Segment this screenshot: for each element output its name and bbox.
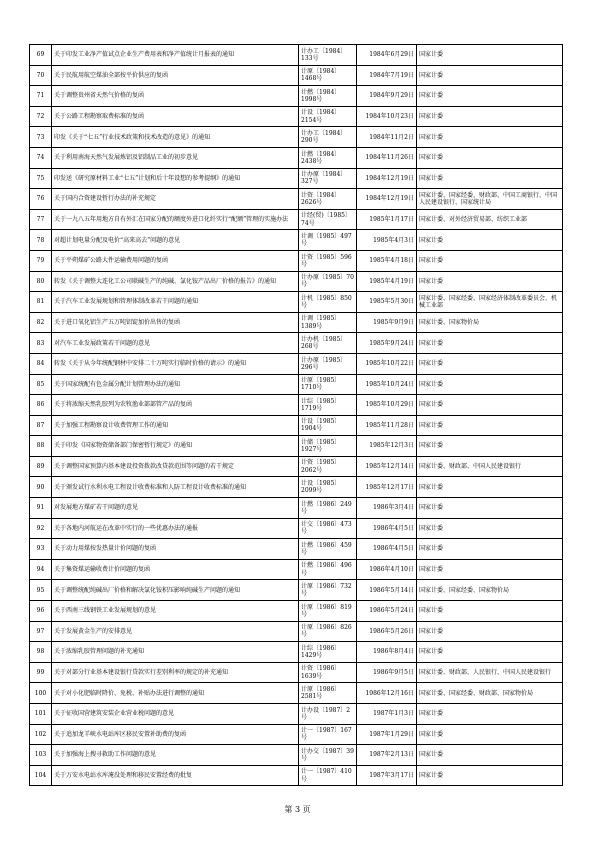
document-number: 计资〔1985〕596号 xyxy=(299,250,357,271)
table-row xyxy=(30,86,563,107)
document-number: 计原〔1986〕732号 xyxy=(299,580,357,601)
row-number: 79 xyxy=(30,250,52,271)
document-title: 关于将浓缩天然乳胶列为农牧渔业部部管产品的复函 xyxy=(52,395,299,416)
table-row xyxy=(30,745,563,766)
document-title: 对汽车工业发展政策若干问题的意见 xyxy=(52,333,299,354)
table-row xyxy=(30,518,563,539)
issuing-authority: 国家计委 xyxy=(417,333,563,354)
document-title: 关于加强工程勘察设计收费管理工作的通知 xyxy=(52,415,299,436)
issue-date: 1985年10月29日 xyxy=(357,395,417,416)
row-number: 83 xyxy=(30,333,52,354)
row-number: 82 xyxy=(30,312,52,333)
issuing-authority: 国家计委、国家经委、财政部、国家物价局 xyxy=(417,683,563,704)
table-row xyxy=(30,683,563,704)
document-number: 计资〔1986〕1639号 xyxy=(299,662,357,683)
issuing-authority: 国家计委 xyxy=(417,498,563,519)
row-number: 87 xyxy=(30,415,52,436)
issue-date: 1986年12月16日 xyxy=(357,683,417,704)
document-title: 关于浓缩乳胶管理问题的补充通知 xyxy=(52,642,299,663)
row-number: 69 xyxy=(30,45,52,66)
issuing-authority: 国家计委 xyxy=(417,230,563,251)
table-row xyxy=(30,127,563,148)
issuing-authority: 国家计委 xyxy=(417,168,563,189)
document-title: 关于西南三线钢铁工业发展规划的意见 xyxy=(52,601,299,622)
issuing-authority: 国家计委 xyxy=(417,65,563,86)
table-row xyxy=(30,189,563,210)
page-number: 第 3 页 xyxy=(284,805,311,814)
table-row xyxy=(30,271,563,292)
document-number: 计一〔1987〕167号 xyxy=(299,724,357,745)
issue-date: 1986年8月4日 xyxy=(357,642,417,663)
issuing-authority: 国家计委、财政部、中国人民建设银行 xyxy=(417,456,563,477)
document-title: 转发《关于从今年统配钢材中安排二十万吨实行临时价格的请示》的通知 xyxy=(52,353,299,374)
issue-date: 1985年9月9日 xyxy=(357,312,417,333)
table-row xyxy=(30,230,563,251)
document-title: 关于国内合资建设暂行办法的补充规定 xyxy=(52,189,299,210)
document-number: 计原〔1986〕819号 xyxy=(299,601,357,622)
document-number: 计燃〔1986〕496号 xyxy=(299,559,357,580)
document-title: 关于征收国营建筑安装企业营业税问题的意见 xyxy=(52,704,299,725)
table-row xyxy=(30,353,563,374)
document-number: 计燃〔1984〕2438号 xyxy=(299,147,357,168)
issuing-authority: 国家计委、对外经济贸易部、纺织工业部 xyxy=(417,209,563,230)
document-number: 计储〔1985〕1927号 xyxy=(299,436,357,457)
document-title: 关于调整国家预算内基本建设投资拨款改贷款范围等问题的若干规定 xyxy=(52,456,299,477)
document-title: 关于追加龙羊峡水电站库区移民安置补助费的复函 xyxy=(52,724,299,745)
issuing-authority: 国家计委 xyxy=(417,86,563,107)
document-number: 计办原〔1984〕327号 xyxy=(299,168,357,189)
document-title: 关于进口氧化铝生产五万吨铝锭加价出售的复函 xyxy=(52,312,299,333)
table-row xyxy=(30,765,563,786)
document-title: 关于对小化肥临时降价、免税、补贴办法进行调整的通知 xyxy=(52,683,299,704)
issue-date: 1984年11月2日 xyxy=(357,127,417,148)
issuing-authority: 国家计委 xyxy=(417,704,563,725)
table-row xyxy=(30,312,563,333)
document-number: 计资〔1984〕2626号 xyxy=(299,189,357,210)
issuing-authority: 国家计委 xyxy=(417,477,563,498)
row-number: 100 xyxy=(30,683,52,704)
row-number: 81 xyxy=(30,292,52,313)
document-number: 计设〔1985〕2099号 xyxy=(299,477,357,498)
table-row xyxy=(30,395,563,416)
table-row xyxy=(30,642,563,663)
issuing-authority: 国家计委、国家物价局 xyxy=(417,312,563,333)
issue-date: 1984年9月29日 xyxy=(357,86,417,107)
document-title: 关于一九八五年用地方自有外汇在国家分配的额度外进口化纤实行“配额”管理的实施办法 xyxy=(52,209,299,230)
issuing-authority: 国家计委、国家经委、财政部、中国工商银行、中国人民建设银行、国家统计局 xyxy=(417,189,563,210)
issuing-authority: 国家计委 xyxy=(417,621,563,642)
document-number: 计办工〔1984〕290号 xyxy=(299,127,357,148)
document-number: 计原〔1986〕826号 xyxy=(299,621,357,642)
table-row xyxy=(30,45,563,66)
issuing-authority: 国家计委 xyxy=(417,395,563,416)
issuing-authority: 国家计委、国家经委、国家物价局 xyxy=(417,580,563,601)
document-number: 计经(贸)〔1985〕74号 xyxy=(299,209,357,230)
document-number: 计原〔1984〕1468号 xyxy=(299,65,357,86)
document-title: 转发《关于调整大连化工公司联碱生产的纯碱、氯化铵产品出厂价格的报告》的通知 xyxy=(52,271,299,292)
table-row xyxy=(30,292,563,313)
row-number: 85 xyxy=(30,374,52,395)
document-title: 关于对部分行业基本建设银行贷款实行差别利率的规定的补充通知 xyxy=(52,662,299,683)
row-number: 96 xyxy=(30,601,52,622)
issuing-authority: 国家计委 xyxy=(417,559,563,580)
document-number: 计交〔1986〕473号 xyxy=(299,518,357,539)
row-number: 74 xyxy=(30,147,52,168)
issuing-authority: 国家计委 xyxy=(417,106,563,127)
row-number: 102 xyxy=(30,724,52,745)
issue-date: 1984年7月19日 xyxy=(357,65,417,86)
document-title: 关于利用南海天然气发展炼铝及铝制品工业的初步意见 xyxy=(52,147,299,168)
issuing-authority: 国家计委 xyxy=(417,745,563,766)
row-number: 71 xyxy=(30,86,52,107)
row-number: 78 xyxy=(30,230,52,251)
table-row xyxy=(30,477,563,498)
table-row xyxy=(30,209,563,230)
document-number: 计设〔1985〕1904号 xyxy=(299,415,357,436)
row-number: 98 xyxy=(30,642,52,663)
document-number: 计原〔1986〕2581号 xyxy=(299,683,357,704)
document-number: 计调〔1985〕497号 xyxy=(299,230,357,251)
issue-date: 1985年1月17日 xyxy=(357,209,417,230)
issue-date: 1987年1月29日 xyxy=(357,724,417,745)
document-title: 对发展地方煤矿若干问题的意见 xyxy=(52,498,299,519)
document-table xyxy=(29,44,563,786)
table-body xyxy=(30,45,563,786)
issuing-authority: 国家计委 xyxy=(417,45,563,66)
document-number: 计调〔1985〕1389号 xyxy=(299,312,357,333)
table-row xyxy=(30,333,563,354)
table-row xyxy=(30,456,563,477)
table-row xyxy=(30,374,563,395)
row-number: 73 xyxy=(30,127,52,148)
table-row xyxy=(30,580,563,601)
issue-date: 1985年4月19日 xyxy=(357,271,417,292)
issue-date: 1985年12月14日 xyxy=(357,456,417,477)
table-row xyxy=(30,539,563,560)
row-number: 104 xyxy=(30,765,52,786)
table-row xyxy=(30,559,563,580)
issuing-authority: 国家计委 xyxy=(417,436,563,457)
issue-date: 1985年5月30日 xyxy=(357,292,417,313)
table-row xyxy=(30,621,563,642)
issue-date: 1986年4月10日 xyxy=(357,559,417,580)
document-number: 计燃〔1984〕1998号 xyxy=(299,86,357,107)
table-row xyxy=(30,168,563,189)
issue-date: 1987年1月3日 xyxy=(357,704,417,725)
document-number: 计原〔1985〕1710号 xyxy=(299,374,357,395)
issue-date: 1984年12月19日 xyxy=(357,168,417,189)
table-row xyxy=(30,724,563,745)
document-title: 关于加强海上搜寻救助工作问题的意见 xyxy=(52,745,299,766)
row-number: 94 xyxy=(30,559,52,580)
row-number: 70 xyxy=(30,65,52,86)
issuing-authority: 国家计委 xyxy=(417,374,563,395)
issuing-authority: 国家计委 xyxy=(417,147,563,168)
issue-date: 1985年12月3日 xyxy=(357,436,417,457)
row-number: 93 xyxy=(30,539,52,560)
issuing-authority: 国家计委、国家经委、国家经济体制改革委员会、机械工业部 xyxy=(417,292,563,313)
issue-date: 1986年3月4日 xyxy=(357,498,417,519)
row-number: 84 xyxy=(30,353,52,374)
document-title: 关于发展黄金生产的安排意见 xyxy=(52,621,299,642)
row-number: 77 xyxy=(30,209,52,230)
issue-date: 1984年11月26日 xyxy=(357,147,417,168)
document-title: 关于调整统配纯碱出厂价格和解决氯化铵积压影响纯碱生产问题的通知 xyxy=(52,580,299,601)
table-row xyxy=(30,106,563,127)
document-title: 关于民航用航空煤油全部按平价供应的复函 xyxy=(52,65,299,86)
document-title: 关于调整贵州省天然气价格的复函 xyxy=(52,86,299,107)
issuing-authority: 国家计委 xyxy=(417,601,563,622)
document-title: 印发《关于“七五”行业技术政策和技术改造的意见》的通知 xyxy=(52,127,299,148)
row-number: 91 xyxy=(30,498,52,519)
issuing-authority: 国家计委 xyxy=(417,518,563,539)
table-row xyxy=(30,415,563,436)
issuing-authority: 国家计委 xyxy=(417,724,563,745)
issue-date: 1986年5月24日 xyxy=(357,601,417,622)
row-number: 92 xyxy=(30,518,52,539)
issuing-authority: 国家计委 xyxy=(417,539,563,560)
issue-date: 1987年2月13日 xyxy=(357,745,417,766)
document-number: 计办原〔1985〕70号 xyxy=(299,271,357,292)
issuing-authority: 国家计委 xyxy=(417,127,563,148)
document-title: 关于公路工程勘察取费标准的复函 xyxy=(52,106,299,127)
issue-date: 1985年12月17日 xyxy=(357,477,417,498)
issue-date: 1985年10月22日 xyxy=(357,353,417,374)
issue-date: 1985年10月24日 xyxy=(357,374,417,395)
row-number: 76 xyxy=(30,189,52,210)
document-number: 计燃〔1986〕459号 xyxy=(299,539,357,560)
document-title: 关于印发《国家物资储备部门保密暂行规定》的通知 xyxy=(52,436,299,457)
document-number: 计燃〔1986〕249号 xyxy=(299,498,357,519)
row-number: 101 xyxy=(30,704,52,725)
document-title: 关于各地内河航运在改革中实行的一些优惠办法的通报 xyxy=(52,518,299,539)
issue-date: 1985年4月18日 xyxy=(357,250,417,271)
document-number: 计设〔1984〕2154号 xyxy=(299,106,357,127)
table-row xyxy=(30,65,563,86)
document-number: 计办机〔1985〕268号 xyxy=(299,333,357,354)
row-number: 97 xyxy=(30,621,52,642)
document-title: 关于集资煤运输收费计价问题的复函 xyxy=(52,559,299,580)
document-title: 印发送《研究原材料工业“七五”计划和后十年设想的参考提纲》的通知 xyxy=(52,168,299,189)
table-row xyxy=(30,601,563,622)
issue-date: 1986年5月14日 xyxy=(357,580,417,601)
document-title: 关于印发工业净产值试点企业生产费用表和净产值统计月报表的通知 xyxy=(52,45,299,66)
document-title: 关于国家统配有色金属分配计划管理办法的通知 xyxy=(52,374,299,395)
document-title: 关于汽车工业发展规划和管理体制改革若干问题的通知 xyxy=(52,292,299,313)
document-title: 关于万安水电站水库淹没处理和移民安置经费的批复 xyxy=(52,765,299,786)
issue-date: 1985年11月28日 xyxy=(357,415,417,436)
issue-date: 1986年4月5日 xyxy=(357,518,417,539)
issue-date: 1985年9月24日 xyxy=(357,333,417,354)
issue-date: 1984年12月19日 xyxy=(357,189,417,210)
row-number: 89 xyxy=(30,456,52,477)
document-title: 关于动力用煤按发热量计价问题的复函 xyxy=(52,539,299,560)
issue-date: 1986年4月5日 xyxy=(357,539,417,560)
issue-date: 1986年9月5日 xyxy=(357,662,417,683)
table-row xyxy=(30,436,563,457)
table-row xyxy=(30,662,563,683)
document-number: 计办交〔1987〕39号 xyxy=(299,745,357,766)
document-number: 计综〔1986〕1429号 xyxy=(299,642,357,663)
page-footer xyxy=(0,804,595,815)
issuing-authority: 国家计委 xyxy=(417,271,563,292)
row-number: 99 xyxy=(30,662,52,683)
row-number: 88 xyxy=(30,436,52,457)
issuing-authority: 国家计委 xyxy=(417,250,563,271)
row-number: 72 xyxy=(30,106,52,127)
row-number: 75 xyxy=(30,168,52,189)
document-number: 计办设〔1987〕2号 xyxy=(299,704,357,725)
issue-date: 1985年4月3日 xyxy=(357,230,417,251)
table-row xyxy=(30,498,563,519)
table-row xyxy=(30,704,563,725)
document-number: 计机〔1985〕850号 xyxy=(299,292,357,313)
issue-date: 1987年3月17日 xyxy=(357,765,417,786)
document-title: 对超计划电量分配及电价“高来高去”问题的意见 xyxy=(52,230,299,251)
document-number: 计一〔1987〕410号 xyxy=(299,765,357,786)
issue-date: 1984年6月29日 xyxy=(357,45,417,66)
table-row xyxy=(30,250,563,271)
issuing-authority: 国家计委 xyxy=(417,765,563,786)
document-number: 计办原〔1985〕296号 xyxy=(299,353,357,374)
row-number: 95 xyxy=(30,580,52,601)
document-number: 计资〔1985〕2062号 xyxy=(299,456,357,477)
table-row xyxy=(30,147,563,168)
document-number: 计办工〔1984〕133号 xyxy=(299,45,357,66)
issuing-authority: 国家计委 xyxy=(417,415,563,436)
issuing-authority: 国家计委、财政部、人民银行、中国人民建设银行 xyxy=(417,662,563,683)
document-title: 关于颁发试行水利水电工程设计收费标准和人防工程设计收费标准的通知 xyxy=(52,477,299,498)
document-number: 计综〔1985〕1719号 xyxy=(299,395,357,416)
issue-date: 1986年5月26日 xyxy=(357,621,417,642)
issuing-authority: 国家计委 xyxy=(417,353,563,374)
issuing-authority: 国家计委 xyxy=(417,642,563,663)
issue-date: 1984年10月23日 xyxy=(357,106,417,127)
row-number: 86 xyxy=(30,395,52,416)
row-number: 90 xyxy=(30,477,52,498)
document-title: 关于平朔煤矿公路大件运输费用问题的复函 xyxy=(52,250,299,271)
row-number: 103 xyxy=(30,745,52,766)
row-number: 80 xyxy=(30,271,52,292)
